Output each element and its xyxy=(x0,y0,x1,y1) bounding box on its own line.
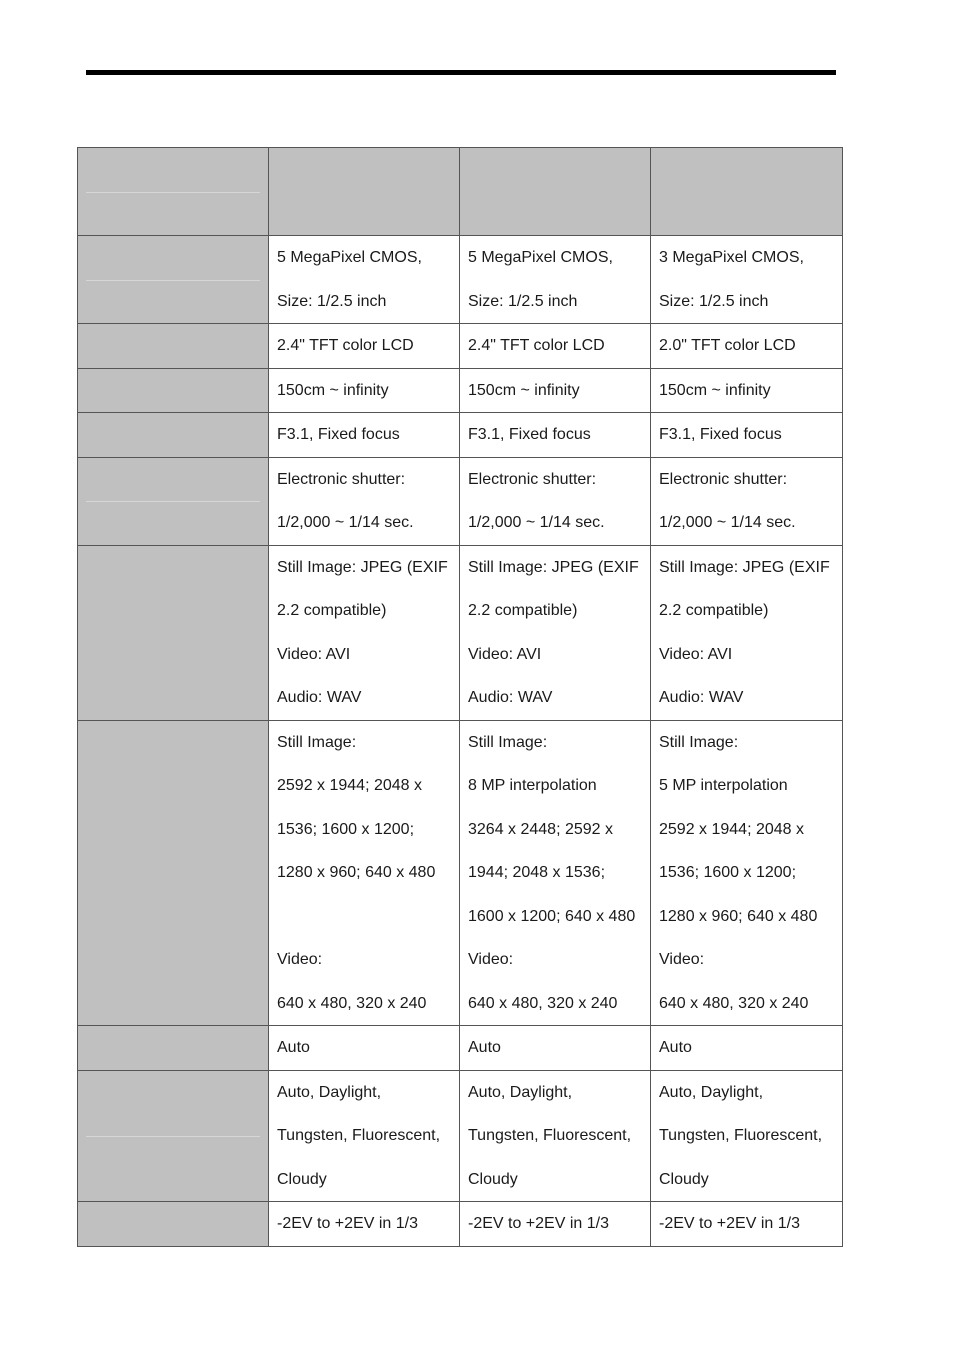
spec-value-line: 1280 x 960; 640 x 480 xyxy=(659,907,818,925)
spec-value-line: 2592 x 1944; 2048 x xyxy=(277,777,423,794)
spec-value-line: Video: xyxy=(659,951,705,968)
spec-value-line: 2.4" TFT color LCD xyxy=(468,337,605,354)
spec-value-line: 2.2 compatible) xyxy=(659,602,769,619)
spec-value-line: 2.0" TFT color LCD xyxy=(659,337,796,354)
spec-value-line: 1944; 2048 x 1536; xyxy=(468,864,606,881)
table-header-row xyxy=(78,148,843,236)
spec-value-cell xyxy=(269,457,460,545)
spec-value-line: 2.2 compatible) xyxy=(468,602,578,619)
spec-value-line: Audio: WAV xyxy=(659,689,744,706)
spec-value-line: F3.1, Fixed focus xyxy=(468,426,591,443)
spec-value-cell xyxy=(460,457,651,545)
spec-value-line: 8 MP interpolation xyxy=(468,777,597,794)
spec-value-cell xyxy=(460,368,651,413)
spec-value-line: Video: AVI xyxy=(659,645,733,663)
spec-value-line: Video: xyxy=(468,951,514,968)
row-label-cell xyxy=(78,368,269,413)
spec-value-line: 3264 x 2448; 2592 x xyxy=(468,820,614,838)
row-label-cell xyxy=(78,324,269,369)
row-label-cell xyxy=(78,1202,269,1247)
table-row xyxy=(78,1070,843,1202)
spec-value-cell xyxy=(269,1026,460,1071)
spec-value-cell xyxy=(269,236,460,324)
row-label-cell xyxy=(78,1070,269,1202)
spec-value-line: Still Image: xyxy=(277,733,357,751)
spec-value-line: -2EV to +2EV in 1/3 xyxy=(659,1215,800,1232)
table-row xyxy=(78,1026,843,1071)
spec-value-line: 1600 x 1200; 640 x 480 xyxy=(468,907,636,925)
spec-value-line: 640 x 480, 320 x 240 xyxy=(468,994,618,1012)
spec-value-cell xyxy=(651,720,843,1026)
spec-value-line: Still Image: xyxy=(468,733,548,751)
spec-value-line: 1536; 1600 x 1200; xyxy=(659,864,797,881)
spec-value-line: F3.1, Fixed focus xyxy=(659,426,782,443)
spec-value-line: 5 MP interpolation xyxy=(659,777,788,794)
spec-value-cell xyxy=(651,1070,843,1202)
spec-value-cell xyxy=(269,545,460,720)
row-label-cell xyxy=(78,413,269,458)
spec-value-line: Auto xyxy=(468,1039,501,1056)
spec-value-line: Cloudy xyxy=(277,1170,327,1188)
spec-value-line: Auto, Daylight, xyxy=(468,1083,573,1101)
table-row xyxy=(78,457,843,545)
spec-value-line: Audio: WAV xyxy=(277,689,362,706)
spec-value-line: Still Image: JPEG (EXIF xyxy=(277,558,448,576)
spec-value-cell xyxy=(269,1070,460,1202)
header-model-cell xyxy=(269,148,460,236)
spec-value-line: Still Image: JPEG (EXIF xyxy=(468,558,639,576)
spec-value-line: Size: 1/2.5 inch xyxy=(659,292,769,310)
spec-value-cell xyxy=(651,545,843,720)
spec-value-line: Auto, Daylight, xyxy=(659,1083,764,1101)
row-label-cell xyxy=(78,457,269,545)
spec-value-line: Still Image: xyxy=(659,733,739,751)
row-label-cell xyxy=(78,545,269,720)
spec-value-cell xyxy=(651,457,843,545)
spec-value-cell xyxy=(460,413,651,458)
spec-value-line: Electronic shutter: xyxy=(277,470,406,488)
spec-value-line: Video: AVI xyxy=(468,645,542,663)
spec-value-line: 1280 x 960; 640 x 480 xyxy=(277,864,436,881)
spec-value-line: Tungsten, Fluorescent, xyxy=(468,1127,632,1144)
spec-value-cell xyxy=(460,1202,651,1247)
spec-value-cell xyxy=(269,413,460,458)
spec-value-line: Size: 1/2.5 inch xyxy=(468,292,578,310)
spec-value-cell xyxy=(651,236,843,324)
spec-value-line: 5 MegaPixel CMOS, xyxy=(468,249,613,266)
row-label-cell xyxy=(78,236,269,324)
spec-value-line: 640 x 480, 320 x 240 xyxy=(659,994,809,1012)
spec-value-line: Size: 1/2.5 inch xyxy=(277,292,387,310)
spec-value-line: 1/2,000 ~ 1/14 sec. xyxy=(277,514,414,531)
header-model-cell xyxy=(651,148,843,236)
spec-value-line: 1/2,000 ~ 1/14 sec. xyxy=(468,514,605,531)
table-row xyxy=(78,545,843,720)
row-label-cell xyxy=(78,720,269,1026)
spec-value-line xyxy=(269,895,459,939)
spec-value-line: 150cm ~ infinity xyxy=(659,381,771,399)
spec-value-line: 2592 x 1944; 2048 x xyxy=(659,820,805,838)
spec-value-cell xyxy=(651,368,843,413)
spec-value-line: 2.4" TFT color LCD xyxy=(277,337,414,354)
spec-value-cell xyxy=(460,1070,651,1202)
table-row xyxy=(78,324,843,369)
spec-value-cell xyxy=(651,1026,843,1071)
spec-value-line: 150cm ~ infinity xyxy=(277,381,389,399)
spec-value-line: Electronic shutter: xyxy=(468,470,597,488)
spec-table-body xyxy=(78,148,843,1247)
header-label-cell xyxy=(78,148,269,236)
spec-value-line: Tungsten, Fluorescent, xyxy=(659,1127,823,1144)
header-rule xyxy=(86,70,836,75)
spec-value-cell xyxy=(651,1202,843,1247)
header-model-cell xyxy=(460,148,651,236)
spec-value-line: Cloudy xyxy=(659,1170,709,1188)
spec-value-line: 150cm ~ infinity xyxy=(468,381,580,399)
table-row xyxy=(78,1202,843,1247)
spec-value-cell xyxy=(460,720,651,1026)
spec-value-line: 1/2,000 ~ 1/14 sec. xyxy=(659,514,796,531)
spec-value-cell xyxy=(651,324,843,369)
spec-value-line: Electronic shutter: xyxy=(659,470,788,488)
spec-value-cell xyxy=(460,324,651,369)
spec-value-cell xyxy=(651,413,843,458)
table-row xyxy=(78,720,843,1026)
spec-value-line: 3 MegaPixel CMOS, xyxy=(659,249,804,266)
spec-value-line: 5 MegaPixel CMOS, xyxy=(277,249,422,266)
spec-table xyxy=(77,147,843,1247)
spec-value-cell xyxy=(460,236,651,324)
spec-value-line: 2.2 compatible) xyxy=(277,602,387,619)
spec-value-line: Still Image: JPEG (EXIF xyxy=(659,558,830,576)
table-row xyxy=(78,236,843,324)
spec-value-line: -2EV to +2EV in 1/3 xyxy=(277,1215,418,1232)
spec-value-line: -2EV to +2EV in 1/3 xyxy=(468,1215,609,1232)
spec-value-cell xyxy=(269,368,460,413)
spec-value-line: Audio: WAV xyxy=(468,689,553,706)
spec-value-line: Auto xyxy=(277,1039,310,1056)
spec-value-cell xyxy=(460,545,651,720)
spec-value-line: Auto xyxy=(659,1039,692,1056)
row-label-cell xyxy=(78,1026,269,1071)
spec-value-line: Video: xyxy=(277,951,323,968)
spec-value-cell xyxy=(269,1202,460,1247)
table-row xyxy=(78,368,843,413)
spec-value-cell xyxy=(460,1026,651,1071)
spec-value-line: Cloudy xyxy=(468,1170,518,1188)
spec-value-line: Video: AVI xyxy=(277,645,351,663)
spec-value-line: Auto, Daylight, xyxy=(277,1083,382,1101)
spec-value-line: 1536; 1600 x 1200; xyxy=(277,820,415,838)
spec-value-line: 640 x 480, 320 x 240 xyxy=(277,994,427,1012)
spec-value-cell xyxy=(269,720,460,1026)
table-row xyxy=(78,413,843,458)
spec-value-line: Tungsten, Fluorescent, xyxy=(277,1127,441,1144)
spec-value-cell xyxy=(269,324,460,369)
spec-value-line: F3.1, Fixed focus xyxy=(277,426,400,443)
